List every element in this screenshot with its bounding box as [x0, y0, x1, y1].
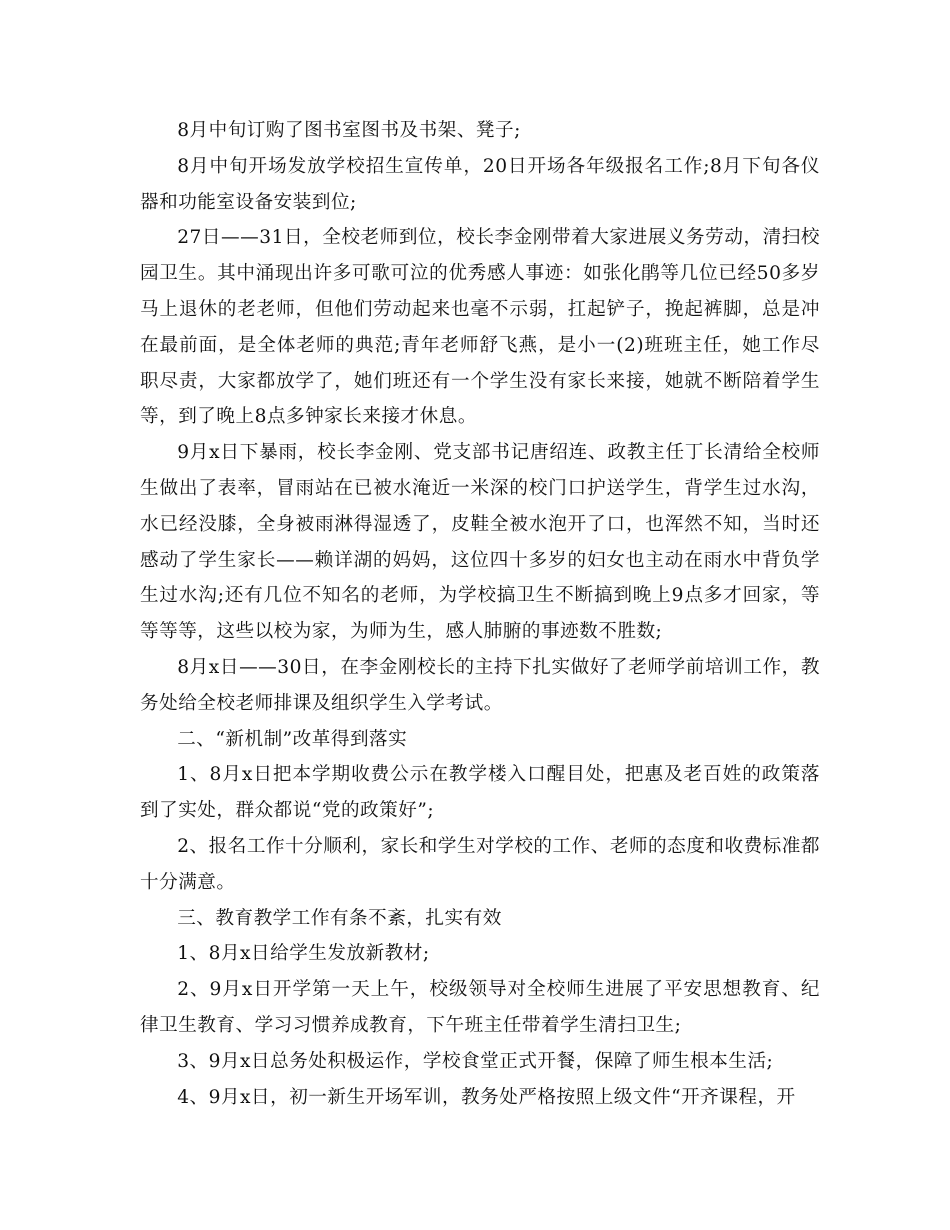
paragraph-first-day: 2、9月x日开学第一天上午，校级领导对全校师生进展了平安思想教育、纪律卫生教育、学习习惯养成教育，下午班主任带着学生清扫卫生;: [140, 979, 820, 1036]
document-body: [140, 113, 820, 1115]
paragraph-book-purchase: 8月中旬订购了图书室图书及书架、凳子;: [177, 120, 521, 141]
paragraph-teacher-training: 8月x日——30日，在李金刚校长的主持下扎实做好了老师学前培训工作，教务处给全校老师排课及组织学生入学考试。: [140, 656, 820, 714]
paragraph-volunteer-labor: 27日——31日，全校老师到位，校长李金刚带着大家进展义务劳动，清扫校园卫生。其中涌现出许多可歌可泣的优秀感人事迹：如张化鹃等几位已经50多岁马上退休的老老师，但他们劳动起来也毫不示弱，扛起铲子，挽起裤脚，总是冲在最前面，是全体老师的典范;青年老师舒飞燕，是小一(2)班班主任，她工作尽职尽责，大家都放学了，她们班还有一个学生没有家长来接，她就不断陪着学生等，到了晚上8点多钟家长来接才休息。: [140, 227, 820, 428]
paragraph-rainstorm: 9月x日下暴雨，校长李金刚、党支部书记唐绍连、政教主任丁长清给全校师生做出了表率，冒雨站在已被水淹近一米深的校门口护送学生，背学生过水沟，水已经没膝，全身被雨淋得湿透了，皮鞋全被水泡开了口，也浑然不知，当时还感动了学生家长——赖详湖的妈妈，这位四十多岁的妇女也主动在雨水中背负学生过水沟;还有几位不知名的老师，为学校搞卫生不断搞到晚上9点多才回家，等等等等，这些以校为家，为师为生，感人肺腑的事迹数不胜数;: [140, 442, 820, 643]
paragraph-fee-notice: 1、8月x日把本学期收费公示在教学楼入口醒目处，把惠及老百姓的政策落到了实处，群众都说“党的政策好”;: [140, 764, 820, 822]
paragraph-canteen: 3、9月x日总务处积极运作，学校食堂正式开餐，保障了师生根本生活;: [177, 1050, 774, 1072]
section-heading-new-mechanism: 二、“新机制”改革得到落实: [177, 728, 408, 750]
paragraph-registration: 2、报名工作十分顺利，家长和学生对学校的工作、老师的态度和收费标准都十分满意。: [140, 835, 820, 893]
paragraph-military-training: 4、9月x日，初一新生开场军训，教务处严格按照上级文件“开齐课程，开: [177, 1086, 796, 1108]
section-heading-teaching: 三、教育教学工作有条不紊，扎实有效: [177, 907, 502, 929]
paragraph-textbooks: 1、8月x日给学生发放新教材;: [177, 943, 430, 965]
paragraph-enrollment: 8月中旬开场发放学校招生宣传单，20日开场各年级报名工作;8月下旬各仪器和功能室设备安装到位;: [140, 155, 820, 213]
